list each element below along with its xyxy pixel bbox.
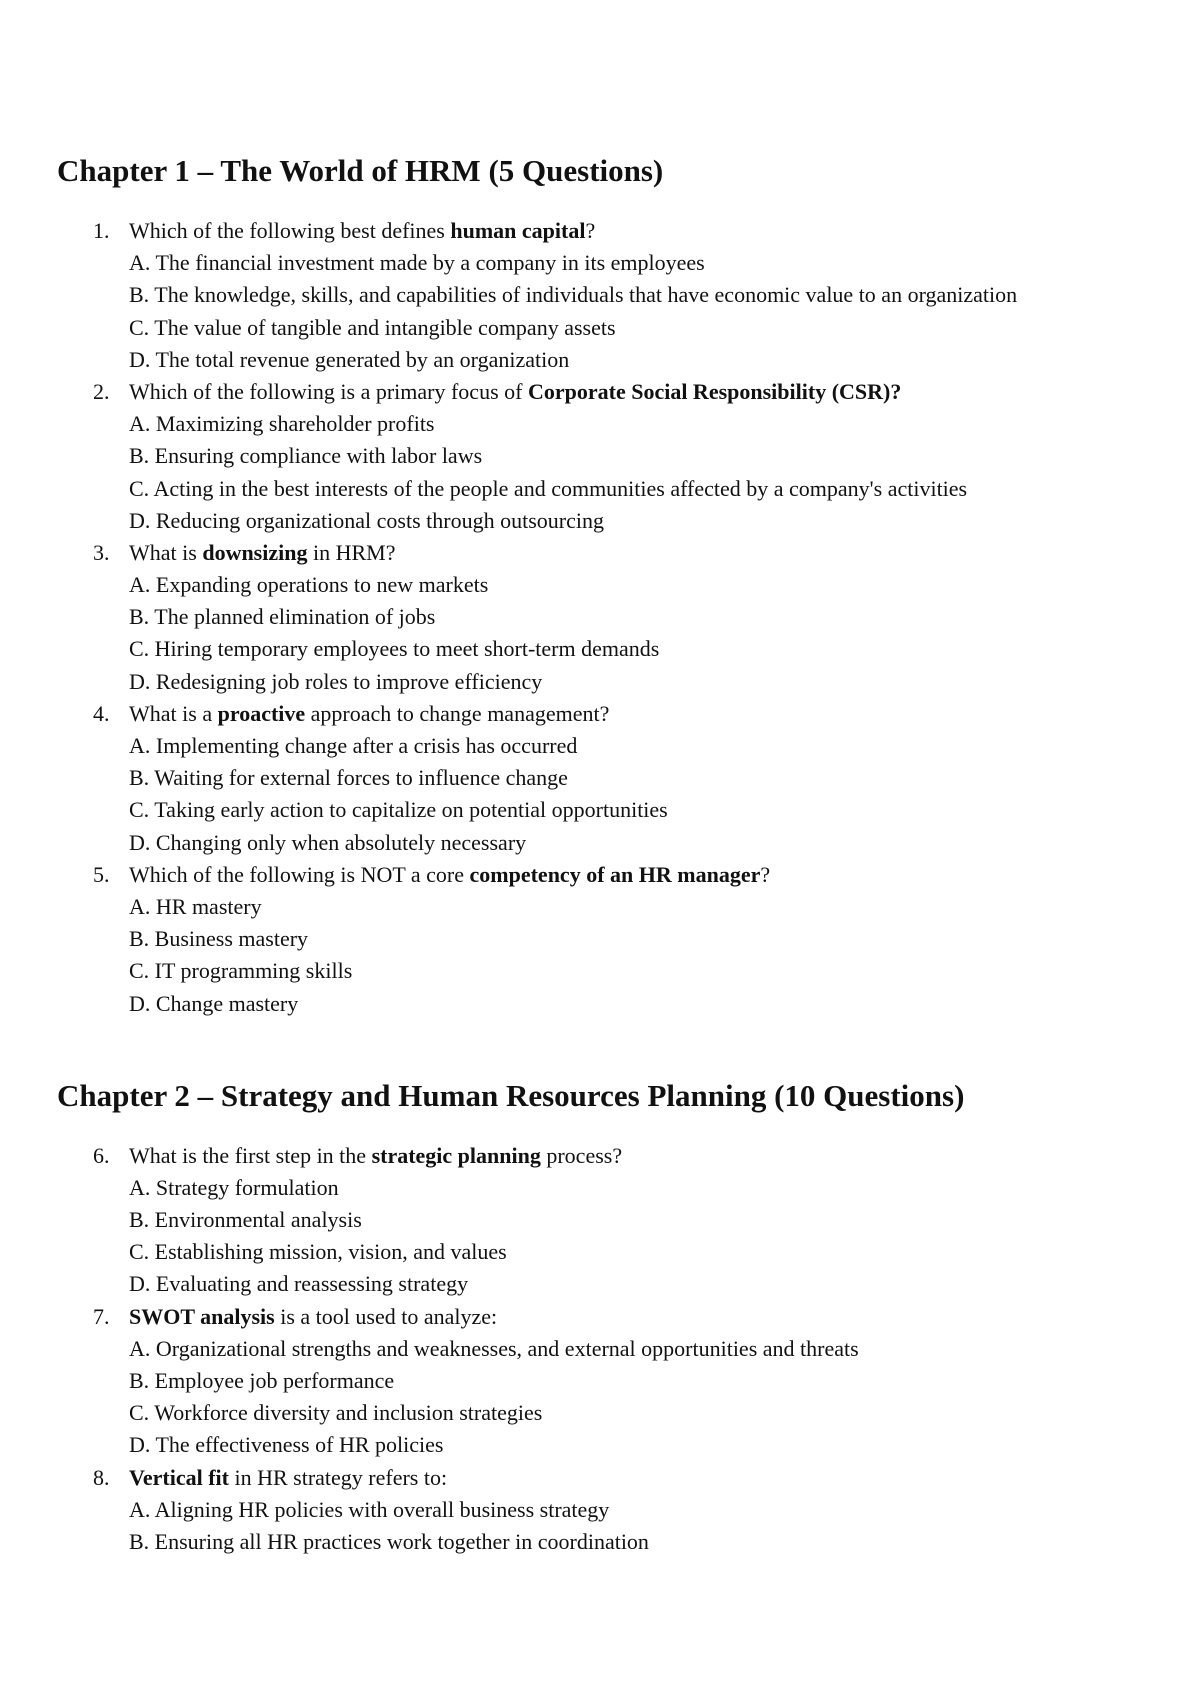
question-item xyxy=(57,859,1160,1020)
answer-option: D. The total revenue generated by an organization xyxy=(129,346,570,372)
stem-text: Which of the following is NOT a core xyxy=(129,861,470,887)
answer-option: D. Evaluating and reassessing strategy xyxy=(129,1271,469,1297)
question-stem xyxy=(129,537,1160,569)
answer-option: D. Change mastery xyxy=(129,990,299,1016)
answer-option: A. Implementing change after a crisis has occurred xyxy=(129,733,578,758)
question-number: 7. xyxy=(93,1303,110,1329)
stem-bold-term: proactive xyxy=(217,700,306,726)
answer-option: B. Employee job performance xyxy=(129,1368,395,1393)
answer-option: C. The value of tangible and intangible company assets xyxy=(129,314,616,340)
question-number: 1. xyxy=(93,218,110,243)
chapter-2-section xyxy=(57,1076,1160,1558)
question-item xyxy=(57,376,1160,537)
stem-text: Which of the following is a primary focus of xyxy=(129,378,528,404)
stem-bold-term: Corporate Social Responsibility (CSR)? xyxy=(527,378,902,404)
answer-option: A. Organizational strengths and weaknesses, and external opportunities and threats xyxy=(129,1335,859,1361)
question-stem xyxy=(129,1462,1160,1494)
question-number: 6. xyxy=(93,1142,110,1168)
question-item xyxy=(57,215,1160,376)
stem-text: approach to change management? xyxy=(305,700,610,726)
stem-text: ? xyxy=(585,218,596,243)
stem-text: What is xyxy=(129,539,203,565)
answer-option: B. The knowledge, skills, and capabilities of individuals that have economic value to an organization xyxy=(129,282,1018,308)
answer-option: D. Reducing organizational costs through outsourcing xyxy=(129,507,604,533)
answer-option: C. Workforce diversity and inclusion strategies xyxy=(129,1400,543,1426)
stem-bold-term: SWOT analysis xyxy=(129,1303,275,1329)
stem-bold-term: competency of an HR manager xyxy=(469,861,761,887)
question-stem xyxy=(129,1140,1160,1172)
chapter-1-section xyxy=(57,151,1160,1020)
answer-option: C. Hiring temporary employees to meet short-term demands xyxy=(129,636,660,662)
stem-text: is a tool used to analyze: xyxy=(274,1303,498,1329)
question-number: 8. xyxy=(93,1464,110,1490)
answer-option: C. Taking early action to capitalize on potential opportunities xyxy=(129,797,668,823)
question-stem xyxy=(129,215,1160,247)
stem-bold-term: Vertical fit xyxy=(129,1464,229,1490)
question-stem xyxy=(129,376,1160,408)
question-number: 4. xyxy=(93,700,110,726)
stem-text: in HR strategy refers to: xyxy=(228,1464,448,1490)
stem-text: What is the first step in the xyxy=(129,1142,372,1168)
answer-option: A. Expanding operations to new markets xyxy=(129,572,489,598)
answer-option: D. The effectiveness of HR policies xyxy=(129,1432,444,1458)
stem-bold-term: downsizing xyxy=(202,539,308,565)
question-item xyxy=(57,537,1160,698)
question-number: 5. xyxy=(93,861,110,887)
answer-option: B. Environmental analysis xyxy=(129,1207,362,1233)
stem-bold-term: human capital xyxy=(450,218,586,243)
question-item xyxy=(57,1140,1160,1301)
stem-bold-term: strategic planning xyxy=(371,1142,541,1168)
answer-option: B. The planned elimination of jobs xyxy=(129,604,436,630)
answer-option: D. Changing only when absolutely necessary xyxy=(129,829,527,855)
answer-option: A. Aligning HR policies with overall business strategy xyxy=(129,1496,610,1522)
answer-option: B. Ensuring compliance with labor laws xyxy=(129,443,483,469)
answer-option: A. The financial investment made by a company in its employees xyxy=(129,250,705,276)
answer-option: C. Establishing mission, vision, and values xyxy=(129,1239,507,1265)
answer-option: A. HR mastery xyxy=(129,893,262,919)
question-number: 3. xyxy=(93,539,110,565)
question-stem xyxy=(129,1301,1160,1333)
answer-option: A. Strategy formulation xyxy=(129,1174,339,1200)
answer-option: C. Acting in the best interests of the people and communities affected by a company's activities xyxy=(129,475,968,501)
chapter-heading: Chapter 1 – The World of HRM (5 Questions) xyxy=(57,153,664,188)
question-stem xyxy=(129,698,1160,730)
question-item xyxy=(57,1301,1160,1462)
question-stem xyxy=(129,859,1160,891)
question-list xyxy=(57,215,1160,1020)
question-number: 2. xyxy=(93,378,110,404)
question-list xyxy=(57,1140,1160,1558)
stem-text: ? xyxy=(760,861,771,887)
stem-text: What is a xyxy=(129,700,218,726)
stem-text: process? xyxy=(540,1142,623,1168)
answer-option: A. Maximizing shareholder profits xyxy=(129,411,435,437)
answer-option: B. Waiting for external forces to influence change xyxy=(129,765,568,791)
stem-text: Which of the following best defines xyxy=(129,218,451,243)
chapter-heading: Chapter 2 – Strategy and Human Resources Planning (10 Questions) xyxy=(57,1077,965,1113)
answer-option: B. Ensuring all HR practices work together in coordination xyxy=(129,1528,649,1554)
question-item xyxy=(57,698,1160,859)
question-item xyxy=(57,1462,1160,1559)
stem-text: in HRM? xyxy=(307,539,396,565)
answer-option: B. Business mastery xyxy=(129,926,309,952)
answer-option: D. Redesigning job roles to improve efficiency xyxy=(129,668,543,694)
answer-option: C. IT programming skills xyxy=(129,958,353,984)
